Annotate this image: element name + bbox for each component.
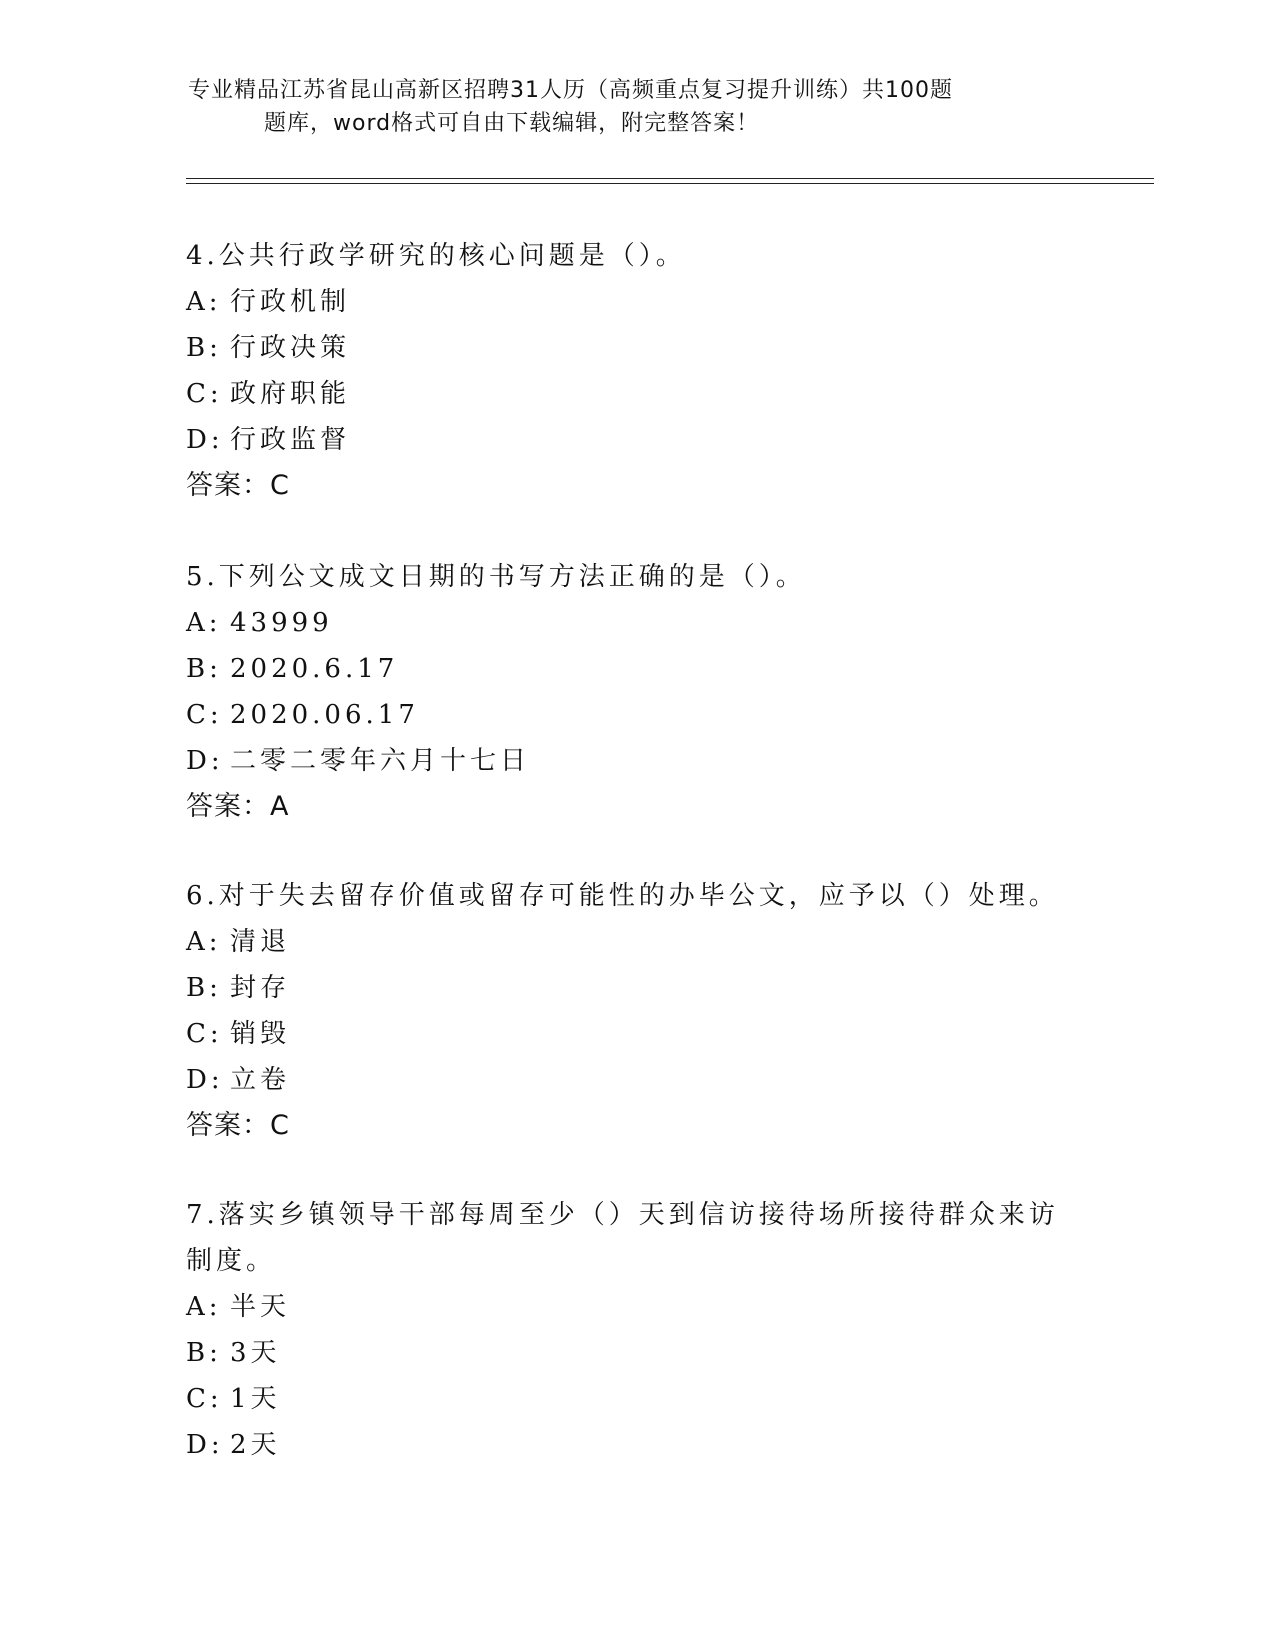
option-letter: C: xyxy=(186,700,223,730)
option-text: 半天 xyxy=(230,1292,291,1322)
option-letter: B: xyxy=(186,654,222,684)
question-stem: 7.落实乡镇领导干部每周至少（）天到信访接待场所接待群众来访制度。 xyxy=(186,1200,1059,1276)
option-text: 2天 xyxy=(230,1430,281,1460)
option-letter: C: xyxy=(186,1384,223,1414)
option-c xyxy=(186,1376,1086,1422)
option-letter: B: xyxy=(186,333,222,363)
option-text: 2020.6.17 xyxy=(230,654,399,684)
option-d xyxy=(186,738,1086,784)
option-text: 行政监督 xyxy=(230,425,351,455)
option-a xyxy=(186,1284,1086,1330)
option-text: 政府职能 xyxy=(230,379,351,409)
option-text: 销毁 xyxy=(230,1019,291,1049)
option-text: 2020.06.17 xyxy=(230,700,419,730)
option-text: 3天 xyxy=(230,1338,281,1368)
header-divider-top xyxy=(186,178,1154,179)
question-6 xyxy=(186,873,1086,1149)
option-a xyxy=(186,600,1086,646)
option-b xyxy=(186,325,1086,371)
answer-line: 答案：C xyxy=(186,1110,290,1141)
option-letter: D: xyxy=(186,746,224,776)
option-letter: D: xyxy=(186,1430,224,1460)
question-stem: 4.公共行政学研究的核心问题是（）。 xyxy=(186,241,686,271)
option-letter: A: xyxy=(186,287,222,317)
option-b xyxy=(186,965,1086,1011)
option-letter: C: xyxy=(186,1019,223,1049)
option-text: 封存 xyxy=(230,973,291,1003)
answer-line: 答案：C xyxy=(186,470,290,501)
header-title-line-2: 题库，word格式可自由下载编辑，附完整答案！ xyxy=(264,111,760,136)
option-c xyxy=(186,692,1086,738)
option-a xyxy=(186,919,1086,965)
option-c xyxy=(186,371,1086,417)
option-letter: B: xyxy=(186,1338,222,1368)
option-letter: C: xyxy=(186,379,223,409)
option-letter: B: xyxy=(186,973,222,1003)
question-stem: 5.下列公文成文日期的书写方法正确的是（）。 xyxy=(186,562,806,592)
option-letter: A: xyxy=(186,927,222,957)
option-text: 43999 xyxy=(230,608,333,638)
question-stem: 6.对于失去留存价值或留存可能性的办毕公文，应予以（）处理。 xyxy=(186,881,1059,911)
option-text: 立卷 xyxy=(230,1065,291,1095)
option-letter: D: xyxy=(186,1065,224,1095)
option-d xyxy=(186,1057,1086,1103)
option-letter: A: xyxy=(186,608,222,638)
option-b xyxy=(186,646,1086,692)
option-d xyxy=(186,1422,1086,1468)
option-letter: A: xyxy=(186,1292,222,1322)
option-b xyxy=(186,1330,1086,1376)
option-c xyxy=(186,1011,1086,1057)
option-a xyxy=(186,279,1086,325)
option-text: 1天 xyxy=(230,1384,281,1414)
answer-line: 答案：A xyxy=(186,791,290,822)
option-text: 行政决策 xyxy=(230,333,351,363)
option-text: 行政机制 xyxy=(230,287,351,317)
document-header xyxy=(188,74,1048,140)
option-d xyxy=(186,417,1086,463)
option-letter: D: xyxy=(186,425,224,455)
question-5 xyxy=(186,554,1086,830)
option-text: 清退 xyxy=(230,927,291,957)
header-title-line-1: 专业精品江苏省昆山高新区招聘31人历（高频重点复习提升训练）共100题 xyxy=(188,78,953,103)
option-text: 二零二零年六月十七日 xyxy=(230,746,531,776)
question-4 xyxy=(186,233,1086,509)
question-7 xyxy=(186,1192,1086,1468)
header-divider-bottom xyxy=(186,183,1154,184)
